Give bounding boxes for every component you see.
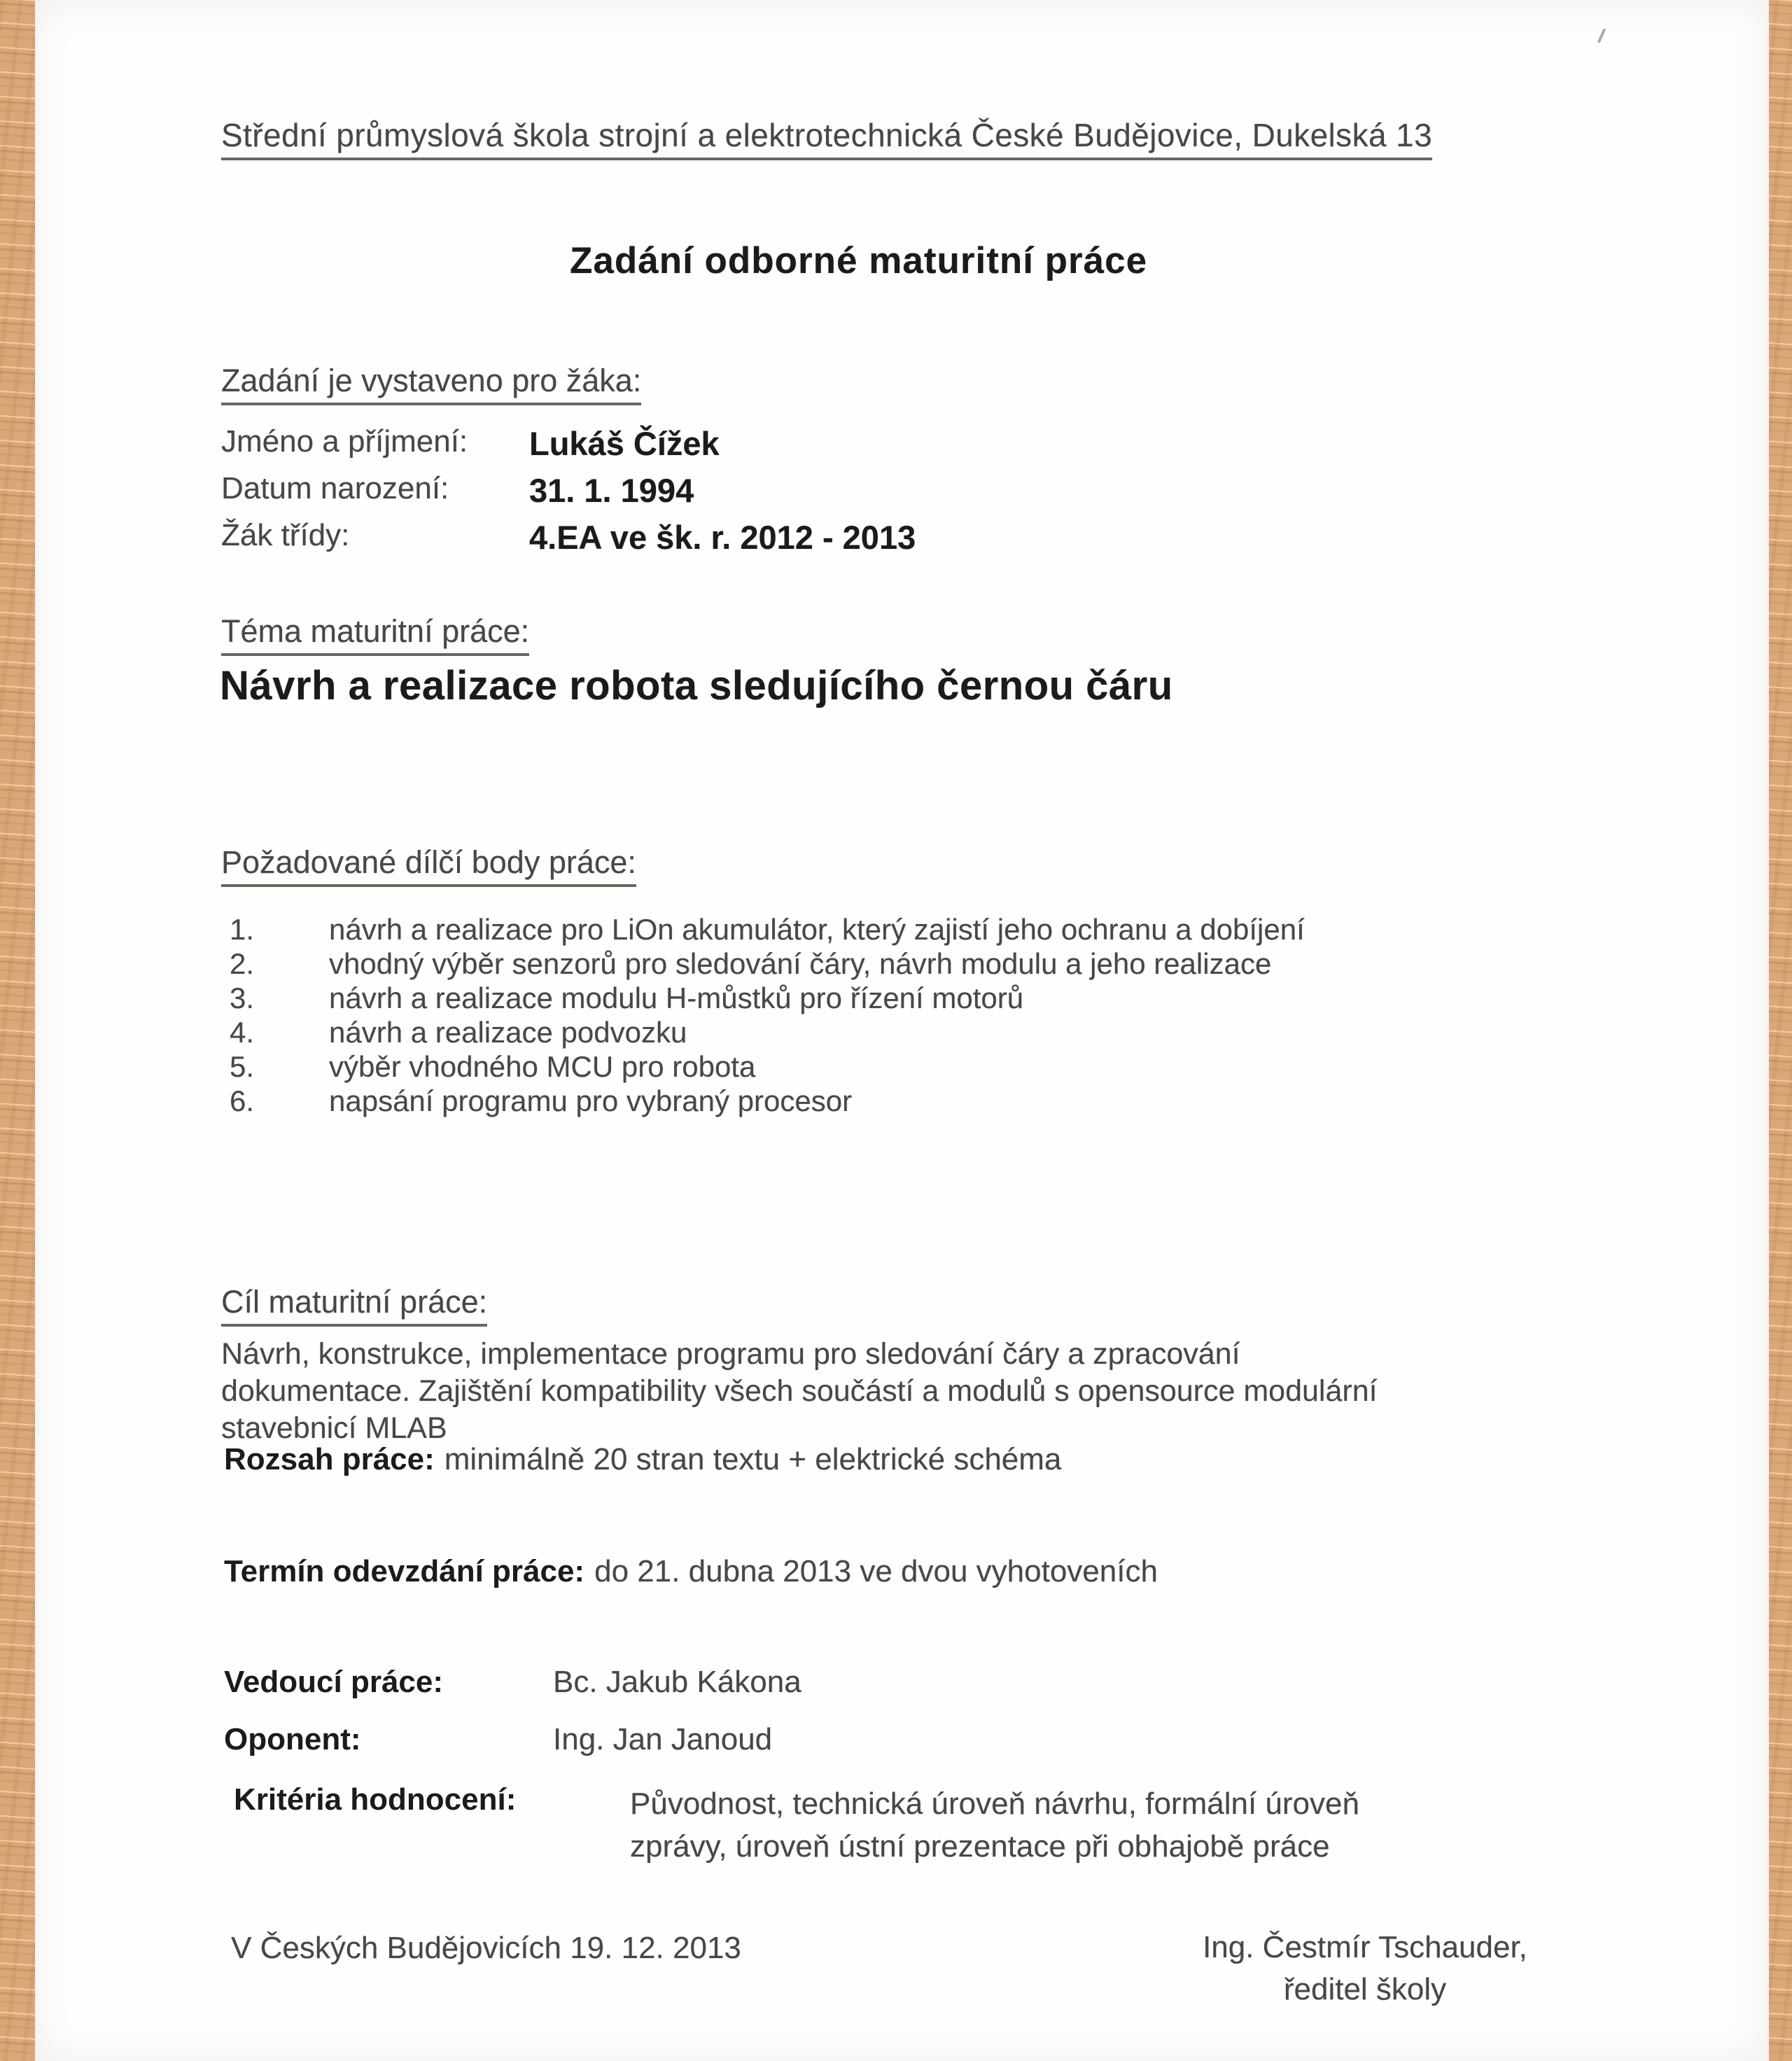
list-item xyxy=(230,1050,1305,1084)
supervisor-value: Bc. Jakub Kákona xyxy=(553,1665,802,1699)
deadline-row xyxy=(224,1554,1158,1589)
list-item xyxy=(230,947,1305,981)
scope-row xyxy=(224,1442,1061,1477)
list-item-text: návrh a realizace pro LiOn akumulátor, který zajistí jeho ochranu a dobíjení xyxy=(329,913,1305,946)
criteria-line: Původnost, technická úroveň návrhu, formální úroveň xyxy=(630,1787,1359,1821)
list-item-number: 4. xyxy=(230,1016,255,1049)
goal-line: dokumentace. Zajištění kompatibility všech součástí a modulů s opensource modulární xyxy=(221,1374,1378,1408)
scope-label: Rozsah práce: xyxy=(224,1442,435,1476)
criteria-row xyxy=(234,1782,1359,1868)
list-item-number: 6. xyxy=(230,1084,255,1117)
topic-section-heading-text: Téma maturitní práce: xyxy=(221,613,529,656)
list-item-number: 5. xyxy=(230,1050,255,1083)
list-item-text: návrh a realizace podvozku xyxy=(329,1016,687,1049)
list-item xyxy=(230,981,1305,1016)
signer-name: Ing. Čestmír Tschauder, xyxy=(1203,1930,1527,1964)
scan-artifact-mark xyxy=(1597,28,1606,43)
opponent-row xyxy=(224,1722,772,1757)
topic-section-heading xyxy=(221,613,529,656)
field-row-birthdate xyxy=(221,471,916,518)
topic-title: Návrh a realizace robota sledujícího černou čáru xyxy=(220,663,1173,708)
student-section-heading xyxy=(221,363,641,405)
list-item-text: výběr vhodného MCU pro robota xyxy=(329,1050,756,1083)
goal-paragraph xyxy=(221,1336,1378,1447)
birthdate-value: 31. 1. 1994 xyxy=(529,472,694,509)
student-section-heading-text: Zadání je vystaveno pro žáka: xyxy=(221,363,641,405)
scope-value: minimálně 20 stran textu + elektrické schéma xyxy=(444,1442,1062,1476)
paper-sheet xyxy=(35,0,1769,2061)
opponent-value: Ing. Jan Janoud xyxy=(553,1722,773,1756)
requirements-section-heading xyxy=(221,844,636,887)
document-title: Zadání odborné maturitní práce xyxy=(570,240,1148,281)
list-item-number: 3. xyxy=(230,981,255,1014)
signature-block xyxy=(1141,1927,1589,2011)
goal-section-heading xyxy=(221,1284,487,1327)
school-header xyxy=(221,116,1432,160)
opponent-label: Oponent: xyxy=(224,1722,361,1756)
list-item-number: 1. xyxy=(230,913,255,946)
list-item xyxy=(230,1016,1305,1050)
goal-section-heading-text: Cíl maturitní práce: xyxy=(221,1284,487,1327)
class-label: Žák třídy: xyxy=(221,518,350,552)
deadline-value: do 21. dubna 2013 ve dvou vyhotoveních xyxy=(594,1554,1158,1588)
supervisor-label: Vedoucí práce: xyxy=(224,1665,444,1699)
list-item-number: 2. xyxy=(230,947,255,980)
supervisor-row xyxy=(224,1665,802,1700)
criteria-text xyxy=(630,1782,1359,1868)
name-value: Lukáš Čížek xyxy=(529,425,720,462)
requirements-list xyxy=(230,913,1305,1119)
criteria-line: zprávy, úroveň ústní prezentace při obhajobě práce xyxy=(630,1829,1330,1864)
class-value: 4.EA ve šk. r. 2012 - 2013 xyxy=(529,519,916,556)
list-item-text: napsání programu pro vybraný procesor xyxy=(329,1084,853,1117)
place-and-date: V Českých Budějovicích 19. 12. 2013 xyxy=(231,1931,741,1965)
list-item-text: návrh a realizace modulu H-můstků pro řízení motorů xyxy=(329,981,1024,1014)
goal-line: Návrh, konstrukce, implementace programu pro sledování čáry a zpracování xyxy=(221,1337,1240,1371)
school-header-text: Střední průmyslová škola strojní a elektrotechnická České Budějovice, Dukelská 13 xyxy=(221,116,1432,160)
deadline-label: Termín odevzdání práce: xyxy=(224,1554,585,1588)
requirements-section-heading-text: Požadované dílčí body práce: xyxy=(221,844,636,887)
birthdate-label: Datum narození: xyxy=(221,471,449,505)
list-item-text: vhodný výběr senzorů pro sledování čáry, návrh modulu a jeho realizace xyxy=(329,947,1272,980)
criteria-label: Kritéria hodnocení: xyxy=(234,1782,517,1817)
list-item xyxy=(230,913,1305,947)
student-fields xyxy=(221,424,916,565)
signer-role: ředitel školy xyxy=(1283,1972,1447,2006)
name-label: Jméno a příjmení: xyxy=(221,424,468,459)
list-item xyxy=(230,1084,1305,1119)
field-row-class xyxy=(221,518,916,565)
field-row-name xyxy=(221,424,916,471)
goal-line: stavebnicí MLAB xyxy=(221,1411,447,1445)
